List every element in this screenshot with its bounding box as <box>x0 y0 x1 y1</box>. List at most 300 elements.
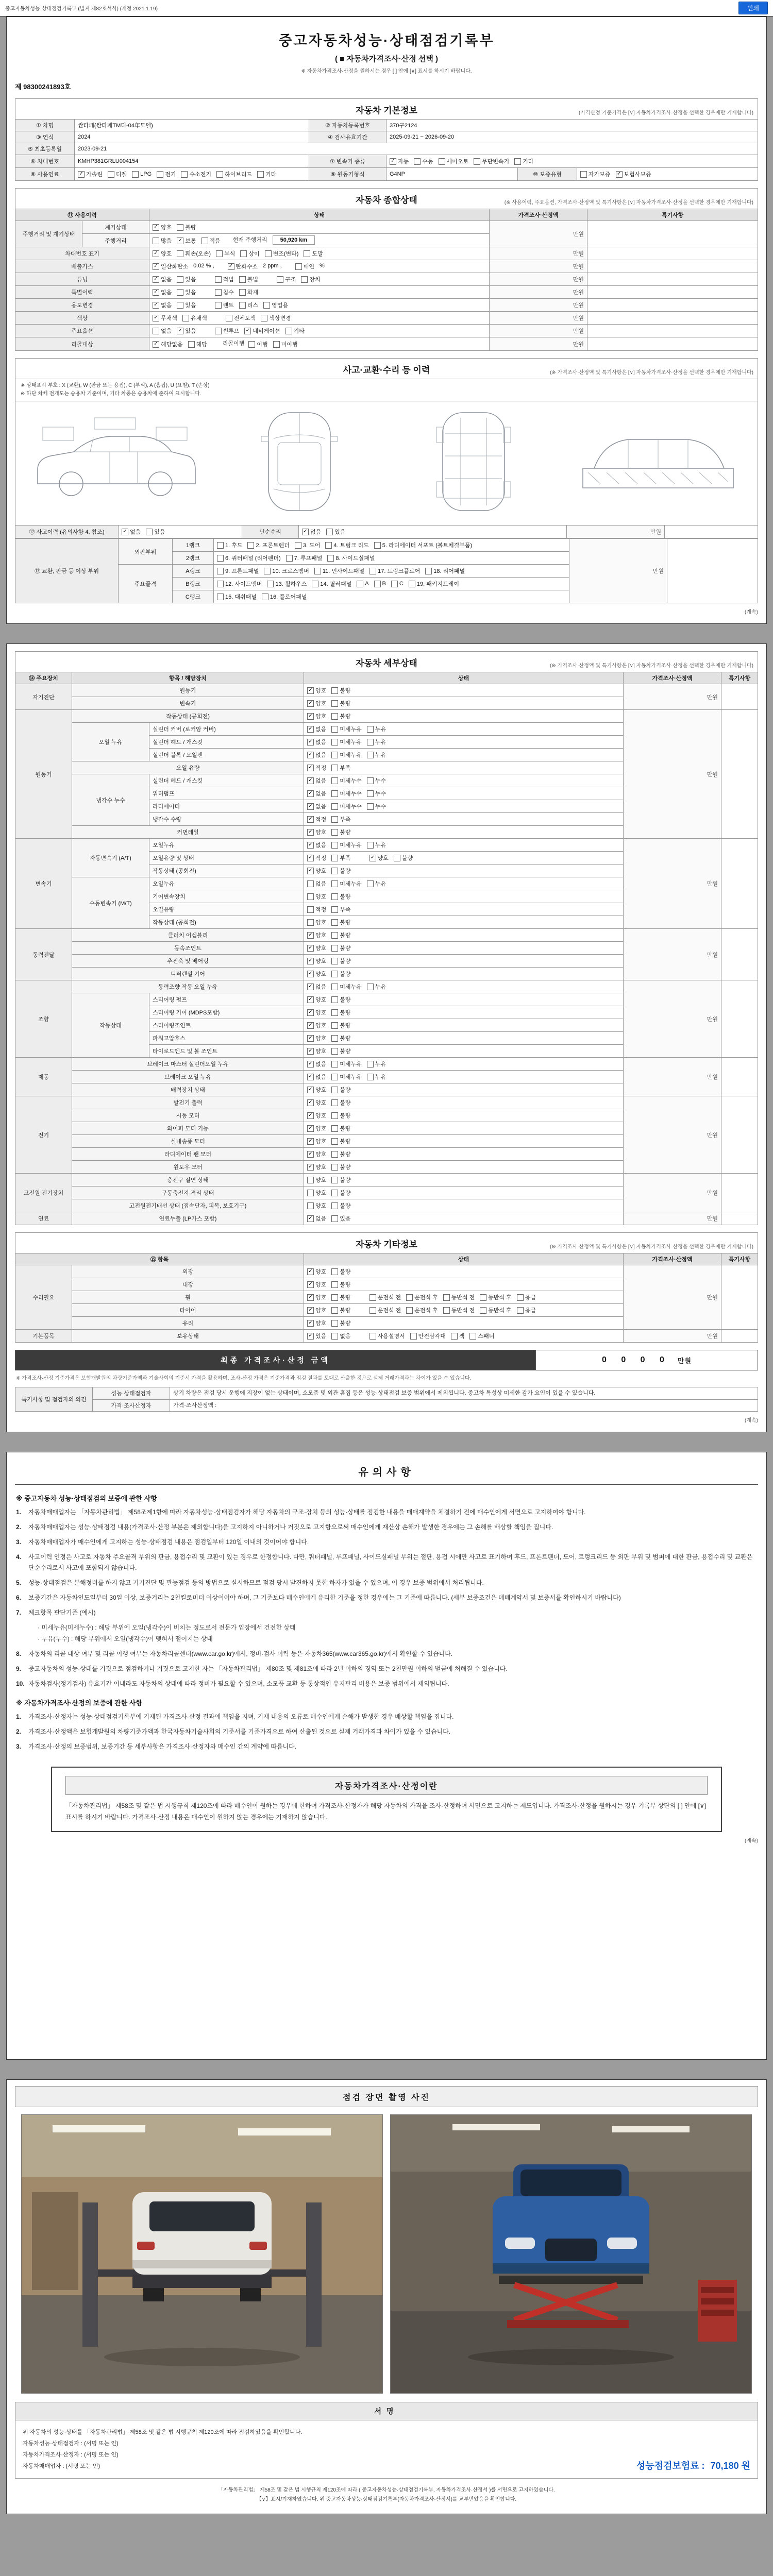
checkbox: 불량 <box>331 1267 350 1276</box>
cell <box>304 980 624 993</box>
text: ⑭ 주요장치 <box>29 675 58 682</box>
checkbox: 미이행 <box>273 340 298 348</box>
table <box>15 1253 758 1343</box>
cell <box>490 325 587 337</box>
text: 배력장치 상태 <box>171 1087 205 1093</box>
text: 냉각수 수량 <box>153 817 182 823</box>
checkbox: 불량 <box>331 892 350 901</box>
car-body-diagrams <box>15 401 758 525</box>
text: 특기사항 <box>661 212 684 218</box>
cell <box>149 1006 304 1019</box>
text: 스티어링 펌프 <box>153 997 187 1003</box>
section-title-text: 자동차 기본정보 <box>356 106 417 115</box>
cell <box>721 980 758 1058</box>
cell <box>304 800 624 813</box>
price-basis-note: ※ 가격조사·산정 기준가격은 보험개발원의 차량기준가액과 기술사회의 기준서 가격을 활용하며, 조사·산정 가격은 기준가격과 점검 결과를 토대로 산출한 것으로 실제 거래가격과는 차이가 있을 수 있습니다. <box>16 1376 472 1381</box>
cell <box>304 1058 624 1071</box>
cell <box>72 955 304 968</box>
text: 동력조향 작동 오일 누유 <box>158 984 218 990</box>
page-continued-marker: (계속) <box>745 1418 758 1423</box>
checkbox: 불량 <box>331 1176 350 1184</box>
checkbox: 응급 <box>517 1293 536 1301</box>
appraiser-role: 가격·조사산정자 <box>93 1399 170 1412</box>
panel-basic-overall <box>6 16 767 624</box>
cell <box>72 1330 304 1343</box>
checkbox: 11. 인사이드패널 <box>314 567 364 575</box>
cell <box>518 168 577 181</box>
cell <box>490 209 587 221</box>
checkbox: 운전석 전 <box>369 1293 401 1301</box>
checkbox: 불량 <box>331 1163 350 1171</box>
cell <box>15 325 149 337</box>
text: ④ 검사유효기간 <box>328 134 367 141</box>
checkbox: ✓ 양호 <box>307 1267 326 1276</box>
cell <box>304 1109 624 1122</box>
cell <box>304 1291 624 1304</box>
panel-photos-sign <box>6 2079 767 2514</box>
checkbox: 18. 리어패널 <box>425 567 465 575</box>
cell <box>15 221 82 247</box>
checkbox: ✓ 일산화탄소 <box>153 262 188 270</box>
text: KMHP381GRLU004154 <box>78 158 139 164</box>
signature-block <box>15 2420 758 2479</box>
text: ⑩ 보증유형 <box>533 172 562 178</box>
cell <box>149 903 304 916</box>
text-line: 「자동차관리법」 제58조 및 같은 법 시행규칙 제120조에 따라 ( 중고자동차성능·상태점검기록부, 자동차가격조사·산정서 )를 서면으로 고지하였습니다. <box>218 2487 555 2493</box>
checkbox: 변조(변타) <box>265 249 299 258</box>
text: ⑥ 차대번호 <box>30 159 59 165</box>
cell <box>72 1199 304 1212</box>
cell <box>119 565 173 603</box>
cell <box>149 286 490 299</box>
text: 1랭크 <box>186 543 200 549</box>
checkbox: 누유 <box>367 841 386 849</box>
notice-subitem: · 누유(누수) : 해당 부위에서 오일(냉각수)이 맺혀서 떨어지는 상태 <box>38 1635 213 1643</box>
cell <box>304 942 624 955</box>
cell <box>721 929 758 980</box>
checkbox: 기타 <box>514 157 533 165</box>
cell <box>624 684 721 710</box>
checkbox: 렌트 <box>215 301 234 309</box>
text-line: 자동차가격조사·산정자 : (서명 또는 인) <box>23 2452 119 2458</box>
table-row <box>15 312 758 325</box>
table-row <box>15 1174 758 1187</box>
text: 추진축 및 베어링 <box>167 958 209 964</box>
car-diagram-side-exterior <box>27 406 203 520</box>
cell <box>490 299 587 312</box>
text: 주요옵션 <box>71 328 93 334</box>
inspection-insurance-premium <box>636 2459 750 2472</box>
text: 만원 <box>707 1074 718 1080</box>
cell <box>214 590 569 603</box>
cell <box>490 286 587 299</box>
remarks-table <box>15 1387 758 1412</box>
cell <box>304 1187 624 1199</box>
cell <box>304 852 624 865</box>
checkbox: 영업용 <box>263 301 288 309</box>
checkbox: 양호 <box>307 892 326 901</box>
checkbox: 동반석 후 <box>480 1306 512 1314</box>
text: 실린더 블록 / 오일팬 <box>153 752 203 758</box>
checkbox: 자가보증 <box>580 170 611 178</box>
checkbox: 불량 <box>394 854 413 862</box>
panel-detail-state <box>6 643 767 1432</box>
section-title-basic <box>15 98 758 119</box>
cell <box>15 209 149 221</box>
notice-item: 10. 자동차검사(정기검사) 유효기간 이내라도 자동차의 상태에 따라 정비가 필요할 수 있으며, 소모품 교환 등 통상적인 유지관리 비용은 보증 범위에서 제외됩니다. <box>16 1680 449 1687</box>
cell <box>72 1083 304 1096</box>
text: C랭크 <box>185 594 201 600</box>
table <box>15 525 758 538</box>
text: 만원 <box>573 251 584 257</box>
cell <box>386 120 758 131</box>
checkbox: 17. 트렁크플로어 <box>369 567 420 575</box>
cell <box>15 247 149 260</box>
checkbox: 유채색 <box>182 314 207 322</box>
checkbox: 수소전기 <box>181 170 211 178</box>
cell <box>304 916 624 929</box>
cell <box>304 1212 624 1225</box>
text: 파워고압호스 <box>153 1036 186 1042</box>
cell <box>72 968 304 980</box>
accident-history-table <box>15 525 758 538</box>
cell <box>15 168 75 181</box>
text: 휠 <box>185 1295 191 1301</box>
text: 등속조인트 <box>174 945 202 952</box>
cell <box>304 1083 624 1096</box>
checkbox: ✓ 가솔린 <box>78 170 103 178</box>
checkbox: 불량 <box>331 918 350 926</box>
checkbox: ✓ 양호 <box>369 854 389 862</box>
cell <box>149 312 490 325</box>
text: 색상 <box>76 315 88 321</box>
table-row <box>15 325 758 337</box>
cell <box>721 1058 758 1096</box>
cell <box>149 325 490 337</box>
checkbox: 불량 <box>331 1034 350 1042</box>
cell <box>72 942 304 955</box>
text: 내장 <box>182 1282 194 1288</box>
checkbox: 누수 <box>367 802 386 810</box>
cell <box>15 337 149 351</box>
cell <box>72 980 304 993</box>
premium-label: 성능점검보험료 : <box>636 2461 705 2471</box>
text: 싼타페(싼타페TM디-04年모델) <box>78 123 153 129</box>
cell <box>15 980 72 1058</box>
table-row <box>15 526 758 538</box>
cell <box>149 209 490 221</box>
cell <box>665 526 758 538</box>
text: 만원 <box>707 694 718 701</box>
checkbox: 16. 플로어패널 <box>262 592 307 601</box>
cell <box>15 526 119 538</box>
table-row <box>15 684 758 697</box>
cell <box>72 1187 304 1199</box>
cell <box>304 839 624 852</box>
notice-section2-list <box>15 1711 758 1752</box>
text: 주행거리 및 계기상태 <box>22 231 75 238</box>
text: % <box>319 263 325 269</box>
checkbox: ✓ 양호 <box>307 1008 326 1016</box>
cell <box>667 539 758 603</box>
checkbox: 전체도색 <box>226 314 256 322</box>
cell <box>149 749 304 761</box>
cell <box>72 1135 304 1148</box>
checkbox: ✓ 보통 <box>177 236 196 245</box>
cell <box>15 131 75 143</box>
text: 작동상태 (공회전) <box>166 714 210 720</box>
cell <box>304 697 624 710</box>
checkbox: ✓ 양호 <box>307 1086 326 1094</box>
checkbox: 스패너 <box>469 1332 494 1340</box>
checkbox: ✓ 자동 <box>390 157 409 165</box>
text: 만원 <box>707 881 718 887</box>
text: 기어변속장치 <box>153 894 186 900</box>
checkbox: 불량 <box>331 1021 350 1029</box>
checkbox: ✓ 양호 <box>307 1111 326 1120</box>
checkbox: 불량 <box>331 995 350 1004</box>
checkbox: ✓ 양호 <box>307 1034 326 1042</box>
checkbox: ✓ 양호 <box>307 686 326 694</box>
text: 수동변속기 (M/T) <box>89 900 132 907</box>
cell <box>15 1265 72 1330</box>
table-row <box>15 1387 758 1400</box>
cell <box>15 839 72 929</box>
page-title: 중고자동차성능·상태점검기록부 <box>278 33 495 48</box>
text: ⑨ 원동기형식 <box>330 172 365 178</box>
cell <box>15 710 72 839</box>
checkbox: 도말 <box>304 249 323 258</box>
cell <box>304 749 624 761</box>
checkbox: 미세누유 <box>331 1073 362 1081</box>
cell <box>214 565 569 578</box>
cell <box>577 168 758 181</box>
checkbox: 불량 <box>331 828 350 836</box>
text: 연료 <box>38 1216 49 1222</box>
section-note: (※ 가격조사·산정액 및 특기사항은 [∨] 자동차가격조사·산정을 선택한 경우에만 기재합니다) <box>550 1244 753 1250</box>
text: ⑧ 사용연료 <box>30 172 59 178</box>
cell <box>304 865 624 877</box>
checkbox: 불량 <box>331 931 350 939</box>
cell <box>15 1058 72 1096</box>
cell <box>149 234 490 247</box>
table-row <box>15 155 758 168</box>
checkbox: 있음 <box>146 528 165 536</box>
cell <box>490 337 587 351</box>
checkbox: 부식 <box>216 249 235 258</box>
checkbox: ✓ 없음 <box>307 725 326 733</box>
checkbox: ✓ 양호 <box>307 1098 326 1107</box>
text: 특기사항 <box>728 1257 751 1263</box>
notice-section2-heading: ※ 자동차가격조사·산정의 보증에 관한 사항 <box>16 1699 142 1707</box>
text: 만원 <box>707 1132 718 1139</box>
checkbox: 매연 <box>295 262 314 270</box>
checkbox: 9. 프론트패널 <box>217 567 259 575</box>
checkbox: 동반석 전 <box>443 1293 475 1301</box>
text: 만원 <box>573 277 584 283</box>
checkbox: ✓ 양호 <box>307 712 326 720</box>
text: 발전기 출력 <box>173 1100 203 1106</box>
cell <box>587 273 758 286</box>
text: 0.02 % , <box>193 263 214 269</box>
text: 변속기 <box>179 701 196 707</box>
cell <box>15 312 149 325</box>
text: 오일누유 <box>153 881 175 887</box>
checkbox: 있음 <box>177 301 196 309</box>
cell <box>119 539 173 565</box>
checkbox: ✓ 없음 <box>122 528 141 536</box>
cell <box>75 131 309 143</box>
cell <box>624 980 721 1058</box>
checkbox: 불량 <box>331 1293 350 1301</box>
cell <box>173 590 214 603</box>
checkbox: ✓ 양호 <box>307 995 326 1004</box>
cell <box>72 774 149 826</box>
text: 특별이력 <box>71 290 93 296</box>
text: 타이어 <box>179 1308 196 1314</box>
checkbox: 불량 <box>331 970 350 978</box>
checkbox: 양호 <box>307 1201 326 1210</box>
checkbox: 운전석 후 <box>406 1293 438 1301</box>
notice-item: 8. 자동차의 리콜 대상 여부 및 리콜 이행 여부는 자동차리콜센터(www.car.go.kr)에서, 정비·검사 이력 등은 자동차365(www.car365.go.kr)에서 확인할 수 있습니다. <box>16 1650 453 1657</box>
text: 2023-09-21 <box>78 146 107 152</box>
notice-item: 2. 자동차매매업자는 성능·상태점검 내용(가격조사·산정 부분은 제외합니다)을 고지하지 아니하거나 거짓으로 고지함으로써 매수인에게 재산상 손해가 발생한 경우에는 그 손해를 배상할 책임을 집니다. <box>16 1523 553 1531</box>
checkbox: ✓ 양호 <box>307 957 326 965</box>
cell <box>304 826 624 839</box>
checkbox: 3. 도어 <box>295 541 320 549</box>
text: ① 차명 <box>36 123 54 129</box>
cell <box>721 1212 758 1225</box>
checkbox: 불량 <box>331 712 350 720</box>
checkbox: 6. 쿼터패널 (리어펜더) <box>217 554 281 562</box>
notice-item: 2. 가격조사·산정액은 보험개발원의 차량기준가액과 한국자동차기술사회의 기준서를 기준가격으로 하여 산출된 것으로 실제 거래가격과 차이가 있을 수 있습니다. <box>16 1727 451 1735</box>
checkbox: 7. 루프패널 <box>286 554 323 562</box>
cell <box>587 247 758 260</box>
section-title-text: 자동차 종합상태 <box>356 195 417 205</box>
text-line: 위 자동차의 성능·상태를 「자동차관리법」 제58조 및 같은 법 시행규칙 제120조에 따라 점검하였음을 확인합니다. <box>23 2429 303 2435</box>
checkbox: ✓ 양호 <box>307 931 326 939</box>
inspection-photo-rear-lift <box>21 2114 383 2394</box>
checkbox: 동반석 후 <box>480 1293 512 1301</box>
text: 만원 <box>707 1333 718 1340</box>
text: 자동변속기 (A/T) <box>90 855 131 861</box>
checkbox: 불량 <box>331 1189 350 1197</box>
cell <box>490 312 587 325</box>
checkbox: 있음 <box>177 288 196 296</box>
text: 냉각수 누수 <box>96 797 125 804</box>
checkbox: 구조 <box>277 275 296 283</box>
text: 2024 <box>78 134 91 140</box>
overall-state-table <box>15 209 758 351</box>
checkbox: 미세누유 <box>331 1060 362 1068</box>
cell <box>569 539 667 603</box>
cell <box>624 710 721 839</box>
text: 만원 <box>707 1216 718 1222</box>
cell <box>309 168 386 181</box>
checkbox: 동반석 전 <box>443 1306 475 1314</box>
cell <box>72 993 149 1058</box>
notice-item: 9. 중고자동차의 성능·상태를 거짓으로 점검하거나 거짓으로 고지한 자는 「자동차관리법」 제80조 및 제81조에 따라 2년 이하의 징역 또는 2천만원 이하의 벌금에 처해질 수 있습니다. <box>16 1665 508 1672</box>
text: 전기 <box>38 1132 49 1139</box>
text: ⑪ 사용이력 <box>68 212 97 218</box>
table-row <box>15 710 758 723</box>
definition-title: 자동차가격조사·산정이란 <box>65 1776 708 1795</box>
cell <box>75 155 309 168</box>
table-row <box>15 131 758 143</box>
cell <box>75 168 309 181</box>
text: 실내송풍 모터 <box>171 1139 205 1145</box>
checkbox: 불량 <box>331 1086 350 1094</box>
checkbox: ✓ 적정 <box>307 854 326 862</box>
table-row <box>15 299 758 312</box>
checkbox: ✓ 양호 <box>307 944 326 952</box>
text: 원동기 <box>179 688 196 694</box>
cell <box>299 526 567 538</box>
checkbox: 불량 <box>331 1124 350 1132</box>
checkbox: 운전석 전 <box>369 1306 401 1314</box>
cell <box>15 143 75 155</box>
table-row <box>15 1265 758 1278</box>
checkbox: ✓ 없음 <box>307 789 326 798</box>
cell <box>72 697 304 710</box>
cell <box>72 1122 304 1135</box>
checkbox: 해당 <box>188 340 207 348</box>
checkbox: 불량 <box>331 1137 350 1145</box>
text: 실린더 커버 (로커암 커버) <box>153 726 216 733</box>
checkbox: 누수 <box>367 776 386 785</box>
final-price-bar <box>15 1350 758 1370</box>
checkbox: ✓ 없음 <box>307 982 326 991</box>
print-button[interactable]: 인쇄 <box>738 2 768 14</box>
cell <box>304 1096 624 1109</box>
checkbox: 미세누수 <box>331 789 362 798</box>
checkbox: 불법 <box>239 275 258 283</box>
text: 구동축전지 격리 상태 <box>161 1190 214 1196</box>
checkbox: 부족 <box>331 854 350 862</box>
checkbox: 색상변경 <box>261 314 291 322</box>
cell <box>72 1212 304 1225</box>
checkbox: 있음 <box>331 1214 350 1223</box>
cell <box>72 1304 304 1317</box>
text: 변속기 <box>35 881 52 887</box>
detail-state-table <box>15 672 758 1225</box>
state-code-legend <box>15 379 758 401</box>
checkbox: 기타 <box>285 327 305 335</box>
legal-footer <box>15 2479 758 2505</box>
checkbox: 2. 프론트펜더 <box>247 541 289 549</box>
cell <box>490 221 587 247</box>
section-title-text: 사고·교환·수리 등 이력 <box>343 365 430 375</box>
checkbox: ✓ 없음 <box>153 301 172 309</box>
cell <box>624 839 721 929</box>
form-reference-note: 중고자동차성능·상태점검기록부 (별지 제82호서식) (개정 2021.1.19) <box>5 6 158 12</box>
cell <box>304 1032 624 1045</box>
cell <box>149 247 490 260</box>
section-title-etc <box>15 1232 758 1253</box>
cell <box>386 155 758 168</box>
text: 원동기 <box>35 771 52 778</box>
checkbox: ✓ 없음 <box>307 776 326 785</box>
cell <box>15 155 75 168</box>
cell <box>149 800 304 813</box>
text: 제동 <box>38 1074 49 1080</box>
cell <box>149 916 304 929</box>
checkbox: 양호 <box>307 1176 326 1184</box>
checkbox: 불량 <box>177 223 196 231</box>
cell <box>15 1253 304 1265</box>
checkbox: 미세누유 <box>331 879 362 888</box>
table-row <box>15 1253 758 1265</box>
